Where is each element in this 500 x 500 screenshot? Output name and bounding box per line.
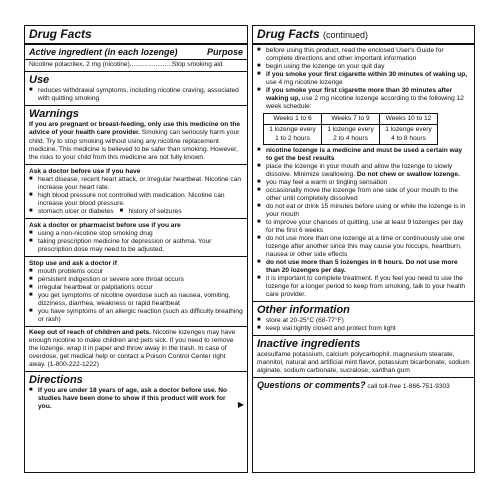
- directions-section: [25, 372, 247, 413]
- table-header: Weeks 1 to 6: [264, 114, 322, 125]
- direction-text: use 4 mg nicotine lozenge: [266, 79, 343, 87]
- table-header: Weeks 7 to 9: [322, 114, 380, 125]
- ask-doctor-list: [29, 176, 243, 208]
- direction-bold: if you smoke your first cigarette more than 30 minutes after waking up,: [266, 87, 453, 103]
- list-item: ■ begin using the lozenge on your quit day: [257, 63, 470, 71]
- table-row: [264, 125, 438, 144]
- directions-continued-list-2: [257, 147, 470, 300]
- list-item: ■ you get symptoms of nicotine overdose such as nausea, vomiting, dizziness, diarrhea, weakness or rapid heartbeat: [29, 292, 243, 308]
- stop-use-list: [29, 268, 243, 324]
- pregnancy-warning: [29, 121, 243, 161]
- list-item: ■ to improve your chances of quitting, use at least 9 lozenges per day for the first 6 weeks: [257, 219, 470, 235]
- list-item: ■ using a non-nicotine stop smoking drug: [29, 230, 243, 238]
- warnings-heading: Warnings: [29, 108, 79, 121]
- ask-doctor-block: [25, 164, 247, 216]
- drug-facts-panel-right: [252, 25, 475, 473]
- ask-pharmacist-heading: Ask a doctor or pharmacist before use if you are: [29, 221, 181, 229]
- drug-facts-panel-left: [24, 25, 248, 473]
- list-item: ■ do not use more than one lozenge at a time or continuously use one lozenge after another since this may cause you hiccups, heartburn, nausea or other side effects: [257, 235, 470, 259]
- drug-facts-title-text: Drug Facts: [257, 27, 320, 41]
- title-section-continued: [253, 26, 474, 45]
- list-item: ■ it is important to complete treatment. If you feel you need to use the lozenge for a longer period to keep from smoking, talk to your health care provider.: [257, 275, 470, 299]
- keep-out-bold: Keep out of reach of children and pets.: [29, 329, 152, 337]
- list-item: ■ irregular heartbeat or palpitations occur: [29, 284, 243, 292]
- list-item: ■ heart disease, recent heart attack, or irregular heartbeat. Nicotine can increase your heart rate.: [29, 176, 243, 192]
- other-information-heading: Other information: [257, 304, 350, 317]
- pregnancy-warning-bold: If you are pregnant or breast-feeding, only use this medicine on the advice of your health care provider.: [29, 121, 241, 137]
- list-item: ■ occasionally move the lozenge from one side of your mouth to the other until completely dissolved: [257, 187, 470, 203]
- list-item: ■ keep vial tightly closed and protect from light: [257, 325, 470, 333]
- list-item: ■ do not eat or drink 15 minutes before using or while the lozenge is in your mouth: [257, 203, 470, 219]
- active-ingredient-label: Active ingredient (in each lozenge): [29, 47, 178, 58]
- list-item: ■ persistent indigestion or severe sore throat occurs: [29, 276, 243, 284]
- warnings-section: [25, 106, 247, 372]
- ask-doctor-pair: [29, 208, 243, 216]
- questions-phone: call toll-free 1-866-751-9303: [365, 383, 450, 391]
- active-ingredient-line: Nicotine polacrilex, 2 mg (nicotine).......................Stop smoking aid: [25, 59, 247, 69]
- use-heading: Use: [29, 74, 50, 87]
- directions-continued-section: [253, 45, 474, 302]
- questions-line: [257, 380, 470, 391]
- questions-label: Questions or comments?: [257, 380, 366, 391]
- direction-bold: if you smoke your first cigarette within 30 minutes of waking up,: [266, 71, 468, 79]
- list-item: ■ stomach ulcer or diabetes: [29, 208, 114, 216]
- dosing-schedule-table: [263, 113, 438, 144]
- list-item: ■ you have symptoms of an allergic reaction (such as difficulty breathing or rash): [29, 308, 243, 324]
- list-item: ■ before using this product, read the enclosed User's Guide for complete directions and other important information: [257, 47, 470, 63]
- directions-continued-list: [257, 47, 470, 111]
- continued-label: (continued): [323, 30, 369, 40]
- purpose-label: Purpose: [206, 47, 243, 58]
- ask-pharmacist-list: [29, 230, 243, 254]
- active-ingredient-header: [29, 47, 243, 58]
- active-ingredient-section: [25, 45, 247, 72]
- continue-arrow-icon: ▶: [237, 399, 244, 409]
- directions-heading: Directions: [29, 374, 83, 387]
- direction-bold: Do not chew or swallow lozenge.: [355, 170, 460, 178]
- list-item: ■ high blood pressure not controlled with medication. Nicotine can increase your blood pressure.: [29, 192, 243, 208]
- table-cell: 1 lozenge every 1 to 2 hours: [264, 125, 322, 144]
- ask-doctor-heading: Ask a doctor before use if you have: [29, 167, 141, 175]
- inactive-ingredients-text: acesulfame potassium, calcium polycarbophil, magnesium stearate, mannitol, natural and artificial mint flavor, potassium bicarbonate, sodium alginate, sodium carbonate, sucralose, xanthan gum: [257, 351, 470, 375]
- list-item: ■ reduces withdrawal symptoms, including nicotine craving, associated with quitting smoking: [29, 87, 243, 103]
- list-item: ■ you may feel a warm or tingling sensation: [257, 179, 470, 187]
- table-cell: 1 lozenge every 4 to 8 hours: [380, 125, 438, 144]
- questions-section: [253, 378, 474, 393]
- keep-out-warning: [29, 329, 243, 369]
- pregnancy-warning-text: Smoking can seriously harm your child. Try to stop smoking without using any nicotine replacement medicine. This medicine is believed to be safer than smoking. However, the risks to your child from this medicine are not fully known.: [29, 129, 240, 161]
- use-list: [29, 87, 243, 103]
- keep-out-text: Nicotine lozenges may have enough nicotine to make children and pets sick. If you need to remove the lozenge, wrap it in paper and throw away in the trash. In case of overdose, get medical help or contact a Poison Control Center right away. (1-800-222-1222): [29, 329, 236, 369]
- title-section: [25, 26, 247, 45]
- list-item: [257, 71, 470, 87]
- list-item: [257, 163, 470, 179]
- drug-facts-title: [257, 28, 470, 41]
- table-row: [264, 114, 438, 125]
- stop-use-block: [25, 256, 247, 324]
- use-section: [25, 72, 247, 106]
- list-item: ■ mouth problems occur: [29, 268, 243, 276]
- list-item: ■ history of seizures: [120, 208, 182, 216]
- list-item: ■ do not use more than 5 lozenges in 6 hours. Do not use more than 20 lozenges per day.: [257, 259, 470, 275]
- list-item: [257, 87, 470, 111]
- inactive-ingredients-section: [253, 336, 474, 378]
- stop-use-heading: Stop use and ask a doctor if: [29, 259, 117, 267]
- other-information-list: [257, 317, 470, 333]
- direction-text: place the lozenge in your mouth and allow the lozenge to slowly dissolve. Minimize swallowing.: [266, 162, 453, 178]
- list-item: ■ store at 20-25°C (68-77°F): [257, 317, 470, 325]
- direction-text: use 2 mg nicotine lozenge according to the following 12 week schedule:: [266, 95, 464, 111]
- drug-facts-title: Drug Facts: [29, 27, 92, 41]
- inactive-ingredients-heading: Inactive ingredients: [257, 338, 361, 351]
- list-item: ■ taking prescription medicine for depression or asthma. Your prescription dose may need to be adjusted.: [29, 238, 243, 254]
- list-item: ■ If you are under 18 years of age, ask a doctor before use. No studies have been done to show if this product will work for you.: [29, 387, 231, 411]
- table-header: Weeks 10 to 12: [380, 114, 438, 125]
- table-cell: 1 lozenge every 2 to 4 hours: [322, 125, 380, 144]
- directions-list: [29, 387, 243, 411]
- keep-out-block: [25, 326, 247, 369]
- list-item: ■ nicotine lozenge is a medicine and must be used a certain way to get the best results: [257, 147, 470, 163]
- other-information-section: [253, 302, 474, 336]
- ask-pharmacist-block: [25, 218, 247, 254]
